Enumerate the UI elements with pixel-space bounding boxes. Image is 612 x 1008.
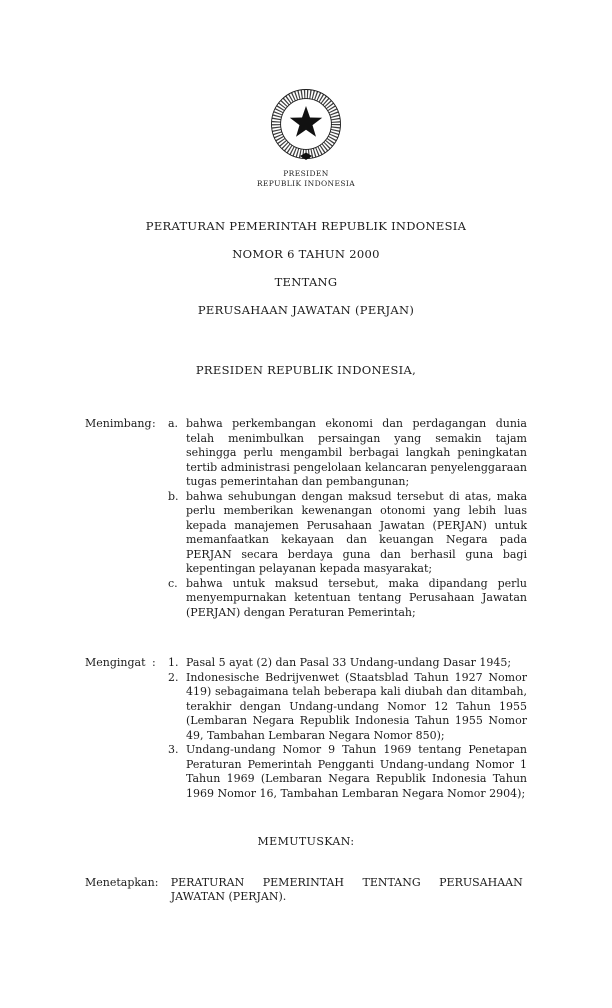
item-marker: c. [168, 576, 178, 590]
recalling-item-3 [168, 743, 527, 801]
title-number-line: NOMOR 6 TAHUN 2000 [232, 247, 380, 262]
menimbang-colon: : [152, 417, 156, 431]
mengingat-items [168, 656, 527, 801]
considering-item-c [168, 577, 527, 621]
mengingat-colon: : [152, 656, 156, 670]
title-subject-line: PERUSAHAAN JAWATAN (PERJAN) [197, 303, 415, 318]
recalling-item-1 [168, 656, 527, 671]
considering-item-a [168, 417, 527, 490]
emblem-org-line2: REPUBLIK INDONESIA [256, 179, 356, 189]
menimbang-items [168, 417, 527, 620]
emblem-caption [246, 169, 366, 189]
item-marker: b. [168, 489, 179, 503]
presidential-seal-icon [266, 86, 346, 166]
item-marker: 3. [168, 743, 179, 757]
mengingat-label: Mengingat [85, 656, 146, 670]
section-menimbang [85, 417, 527, 620]
section-menetapkan [85, 876, 527, 905]
item-text: bahwa perkembangan ekonomi dan perdagangan dunia telah menimbulkan persaingan yang semakin tajam sehingga perlu mengambil berbagai langkah peningkatan tertib administrasi pengelolaan kelancaran penyelenggaraan tugas pemerintahan dan pembangunan; [186, 417, 527, 489]
memutuskan-heading: MEMUTUSKAN: [257, 835, 355, 849]
salutation: PRESIDEN REPUBLIK INDONESIA, [195, 363, 417, 378]
item-marker: 1. [168, 656, 179, 670]
considering-item-b [168, 490, 527, 577]
title-regulation-line: PERATURAN PEMERINTAH REPUBLIK INDONESIA [145, 219, 467, 234]
menimbang-label: Menimbang [85, 417, 152, 431]
item-text: Undang-undang Nomor 9 Tahun 1969 tentang Penetapan Peraturan Pemerintah Pengganti Undang-undang Nomor 1 Tahun 1969 (Lembaran Negara Republik Indonesia Tahun 1969 Nomor 16, Tambahan Lembaran Negara Nomor 2904); [186, 743, 527, 800]
title-tentang-line: TENTANG [274, 275, 338, 290]
menetapkan-colon: : [154, 875, 159, 889]
emblem-org-line1: PRESIDEN [283, 169, 329, 178]
menetapkan-label: Menetapkan [85, 875, 155, 889]
item-text: bahwa sehubungan dengan maksud tersebut di atas, maka perlu memberikan kewenangan otonomi yang lebih luas kepada manajemen Perusahaan Jawatan (PERJAN) untuk memanfaatkan kekayaan dan keuangan Negara pada PERJAN secara berdaya guna dan berhasil guna bagi kepentingan pelayanan kepada masyarakat; [186, 489, 527, 576]
menetapkan-text: PERATURAN PEMERINTAH TENTANG PERUSAHAAN JAWATAN (PERJAN). [170, 875, 523, 904]
item-marker: a. [168, 417, 179, 431]
document-title [0, 219, 612, 317]
section-mengingat [85, 656, 527, 801]
item-text: Pasal 5 ayat (2) dan Pasal 33 Undang-undang Dasar 1945; [186, 656, 512, 670]
presidential-seal [246, 86, 366, 189]
item-text: bahwa untuk maksud tersebut, maka dipandang perlu menyempurnakan ketentuan tentang Perusahaan Jawatan (PERJAN) dengan Peraturan Pemerintah; [186, 576, 527, 619]
item-text: Indonesische Bedrijvenwet (Staatsblad Tahun 1927 Nomor 419) sebagaimana telah beberapa kali diubah dan ditambah, terakhir dengan Undang-undang Nomor 12 Tahun 1955 (Lembaran Negara Republik Indonesia Tahun 1955 Nomor 49, Tambahan Lembaran Negara Nomor 850); [186, 670, 527, 742]
recalling-item-2 [168, 671, 527, 744]
document-body [85, 417, 527, 905]
item-marker: 2. [168, 670, 179, 684]
